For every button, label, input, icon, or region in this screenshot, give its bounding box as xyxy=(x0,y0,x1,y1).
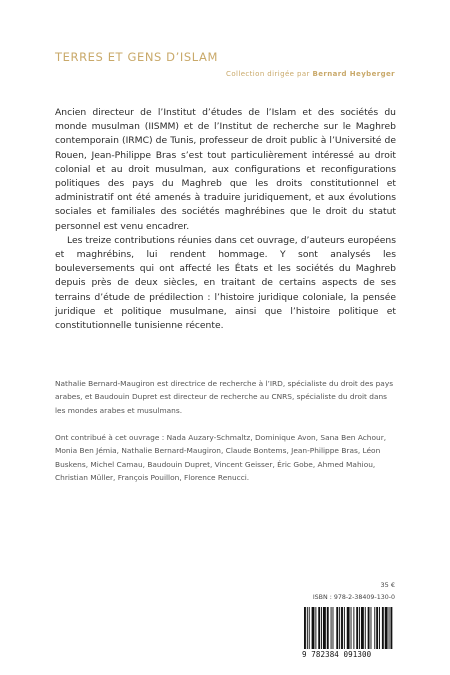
price: 35 € xyxy=(380,581,395,589)
description-paragraph-2: Les treize contributions réunies dans cet ouvrage, d’auteurs européens et maghrébins, lui rendent hommage. Y sont analysés les bouleversements qui ont affecté les États et les sociétés du Maghreb depuis près de deux siècles, en traitant de certains aspects de ses terrains d’étude de prédilection : l’histoire juridique coloniale, la pensée juridique et politique musulmane, ainsi que l’histoire politique et constitutionnelle tunisienne récente. xyxy=(55,234,396,332)
barcode-digits: 9 782384 091300 xyxy=(302,650,372,659)
description-paragraph-1: Ancien directeur de l’Institut d’études de l’Islam et des sociétés du monde musulman (IISMM) et de l’Institut de recherche sur le Maghreb contemporain (IRMC) de Tunis, professeur de droit public à l’Université de Rouen, Jean-Philippe Bras s’est tout particulièrement intéressé au droit colonial et au droit musulman, aux configurations et reconfigurations politiques des pays du Maghreb que les droits constitutionnel et administratif ont été amenés à traduire juridiquement, et aux évolutions sociales et familiales des sociétés maghrébines que le droit du statut personnel est venu encadrer. xyxy=(55,107,396,232)
collection-director: Bernard Heyberger xyxy=(312,70,395,78)
editors-bio xyxy=(55,377,396,417)
isbn: ISBN : 978-2-38409-130-0 xyxy=(312,594,395,601)
contributors-list xyxy=(55,431,396,484)
editors-bio-text: Nathalie Bernard-Maugiron est directrice de recherche à l’IRD, spécialiste du droit des pays arabes, et Baudouin Dupret est directeur de recherche au CNRS, spécialiste du droit dans les mondes arabes et musulmans. xyxy=(55,379,394,415)
contributors-text: Ont contribué à cet ouvrage : Nada Auzary-Schmaltz, Dominique Avon, Sana Ben Achour, Monia Ben Jémia, Nathalie Bernard-Maugiron, Claude Bontems, Jean-Philippe Bras, Léon Buskens, Michel Camau, Baudouin Dupret, Vincent Geisser, Éric Gobe, Ahmed Mahiou, Christian Müller, François Pouillon, Florence Renucci. xyxy=(55,433,387,482)
barcode xyxy=(302,607,395,662)
collection-prefix: Collection dirigée par xyxy=(226,70,310,78)
back-cover-description xyxy=(55,106,396,333)
barcode-bars xyxy=(302,607,395,651)
collection-line xyxy=(226,70,395,78)
series-title: TERRES ET GENS D’ISLAM xyxy=(55,50,219,64)
